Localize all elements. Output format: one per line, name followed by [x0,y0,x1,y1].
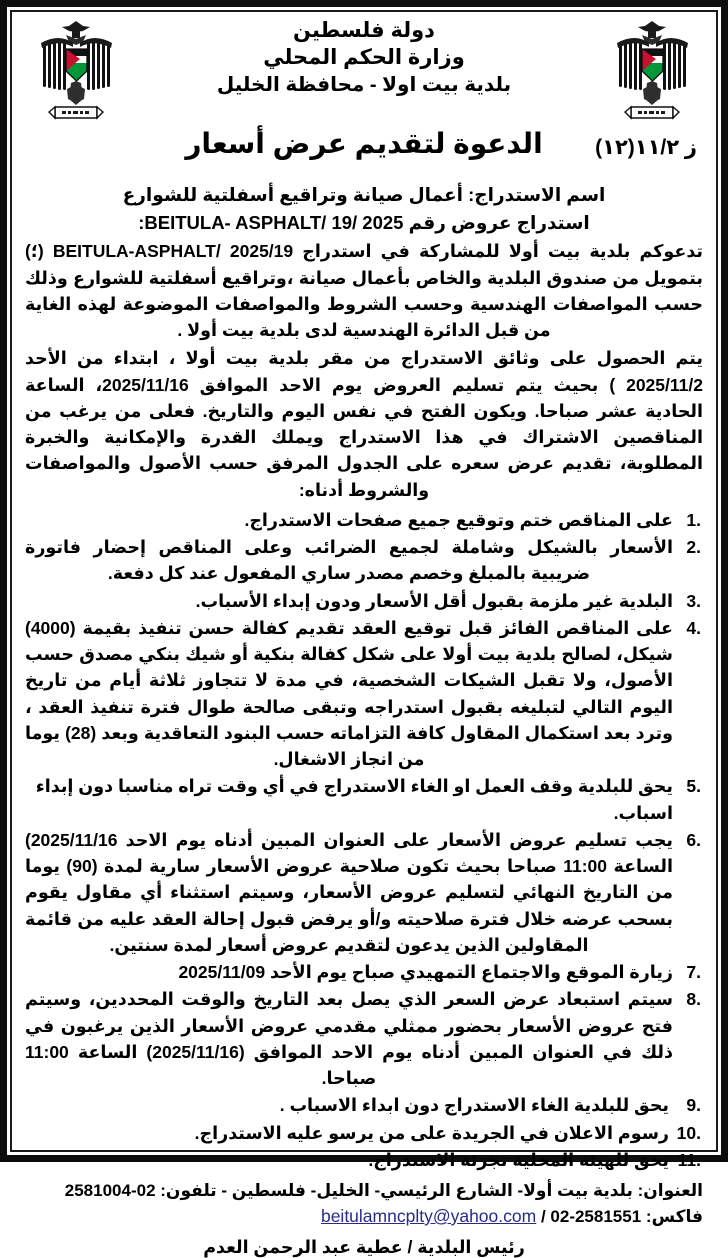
email-link[interactable]: beitulamncplty@yahoo.com [320,1205,537,1226]
country-name: دولة فلسطين [293,19,435,42]
term-item: البلدية غير ملزمة بقبول أقل الأسعار ودون إبداء الأسباب. [195,590,673,611]
mayor-signature-line: رئيس البلدية / عطية عبد الرحمن العدم [203,1236,525,1257]
ministry-name: وزارة الحكم المحلي [263,46,465,70]
contact-separator: / [540,1206,546,1226]
term-item: يحق للبلدية وقف العمل او الغاء الاستدراج في أي وقت تراه مناسبا دون إبداء اسباب. [35,776,673,823]
page-title: الدعوة لتقديم عرض أسعار [185,128,543,159]
term-item: الأسعار بالشيكل وشاملة لجميع الضرائب وعلى المناقص إحضار فاتورة ضريبية بالمبلغ وخصم مصدر ساري المفعول عند كل دفعة. [25,537,673,584]
reference-number: ز ١١/٢(١٢) [595,136,697,159]
document-sheet [13,13,715,1257]
organization-header [25,17,703,98]
municipality-name: بلدية بيت اولا - محافظة الخليل [216,73,512,96]
tender-number-line: استدراج عروض رقم 2025 /19 /BEITULA- ASPHALT: [138,212,590,234]
term-item: على المناقص الفائز قبل توقيع العقد تقديم كفالة حسن تنفيذ بقيمة (4000) شيكل، لصالح بلدية بيت أولا على شكل كفالة بنكية أو شيك بنكي مصدق حسب الأصول، ولا تقبل الشيكات الشخصية، في مدة لا تتجاوز ثلاثة أيام من تاريخ اليوم التالي لتبليغه بقبول استدراجه وتبقى صالحة طوال فترة تنفيذ العقد ، وترد بعد استكمال المقاول كافة التزاماته حسب البنود التعاقدية وبعد (28) يوما من انجاز الاشغال. [25,617,673,770]
address-line: العنوان: بلدية بيت أولا- الشارع الرئيسي- الخليل- فلسطين - تلفون: 02-2581004 [64,1181,703,1201]
collection-paragraph: يتم الحصول على وثائق الاستدراج من مقر بلدية بيت أولا ، ابتداء من الأحد 2025/11/2 ) بحيث يتم تسليم العروض يوم الاحد الموافق 2025/11/16، الساعة الحادية عشر صباحا. ويكون الفتح في نفس اليوم والتاريخ. فعلى من يرغب من المناقصين الاشتراك في هذا الاستدراج ويملك القدرة والإمكانية والخبرة المطلوبة، تقديم عرض سعره على الجدول المرفق حسب الأصول والمواصفات والشروط أدناه: [25,348,703,500]
title-row [25,127,703,173]
terms-list [25,507,703,1173]
intro-paragraph: تدعوكم بلدية بيت أولا للمشاركة في استدراج 2025/19 /BEITULA-ASPHALT (؛) بتمويل من صندوق البلدية والخاص بأعمال صيانة ،وتراقيع أسفلتية للشوارع وذلك حسب المواصفات الهندسية وحسب الشروط والمواصفات الموضوعة لهذه الغاية من قبل الدائرة الهندسية لدى بلدية بيت أولا . [25,241,703,341]
term-item: على المناقص ختم وتوقيع جميع صفحات الاستدراج. [244,509,673,530]
fax-label: فاكس: [645,1206,703,1226]
fax-and-email-line [25,1204,703,1230]
document-body [25,181,703,1258]
term-item: يجب تسليم عروض الأسعار على العنوان المبين أدناه يوم الاحد 2025/11/16) الساعة 11:00 صباحا بحيث تكون صلاحية عروض الأسعار سارية لمدة (90) يوما من التاريخ النهائي لتسليم عروض الأسعار، وسيتم استثناء أي مقاول يقوم بسحب عرضه خلال فترة صلاحيته و/أو يرفض قبول إحالة العقد عليه من قائمة المقاولين الذين يدعون لتقديم عروض أسعار لمدة سنتين. [25,829,673,955]
term-item: يحق للهيئة المحلية تجزئة الاستدراج. [368,1149,669,1170]
term-item: يحق للبلدية الغاء الاستدراج دون ابداء الاسباب . [279,1095,669,1116]
term-item: رسوم الاعلان في الجريدة على من يرسو عليه الاستدراج. [194,1122,669,1143]
masthead [25,15,703,133]
term-item: زيارة الموقع والاجتماع التمهيدي صباح يوم الأحد 2025/11/09 [178,962,673,983]
tender-name-line: اسم الاستدراج: أعمال صيانة وتراقيع أسفلتية للشوارع [122,184,606,205]
term-item: سيتم استبعاد عرض السعر الذي يصل بعد التاريخ والوقت المحددين، وسيتم فتح عروض الأسعار بحضور ممثلي مقدمي عروض الأسعار الذين يرغبون في ذلك في العنوان المبين أدناه يوم الاحد الموافق (2025/11/16) الساعة 11:00 صباحا. [25,989,673,1089]
fax-number: 02-2581551 [550,1206,642,1226]
